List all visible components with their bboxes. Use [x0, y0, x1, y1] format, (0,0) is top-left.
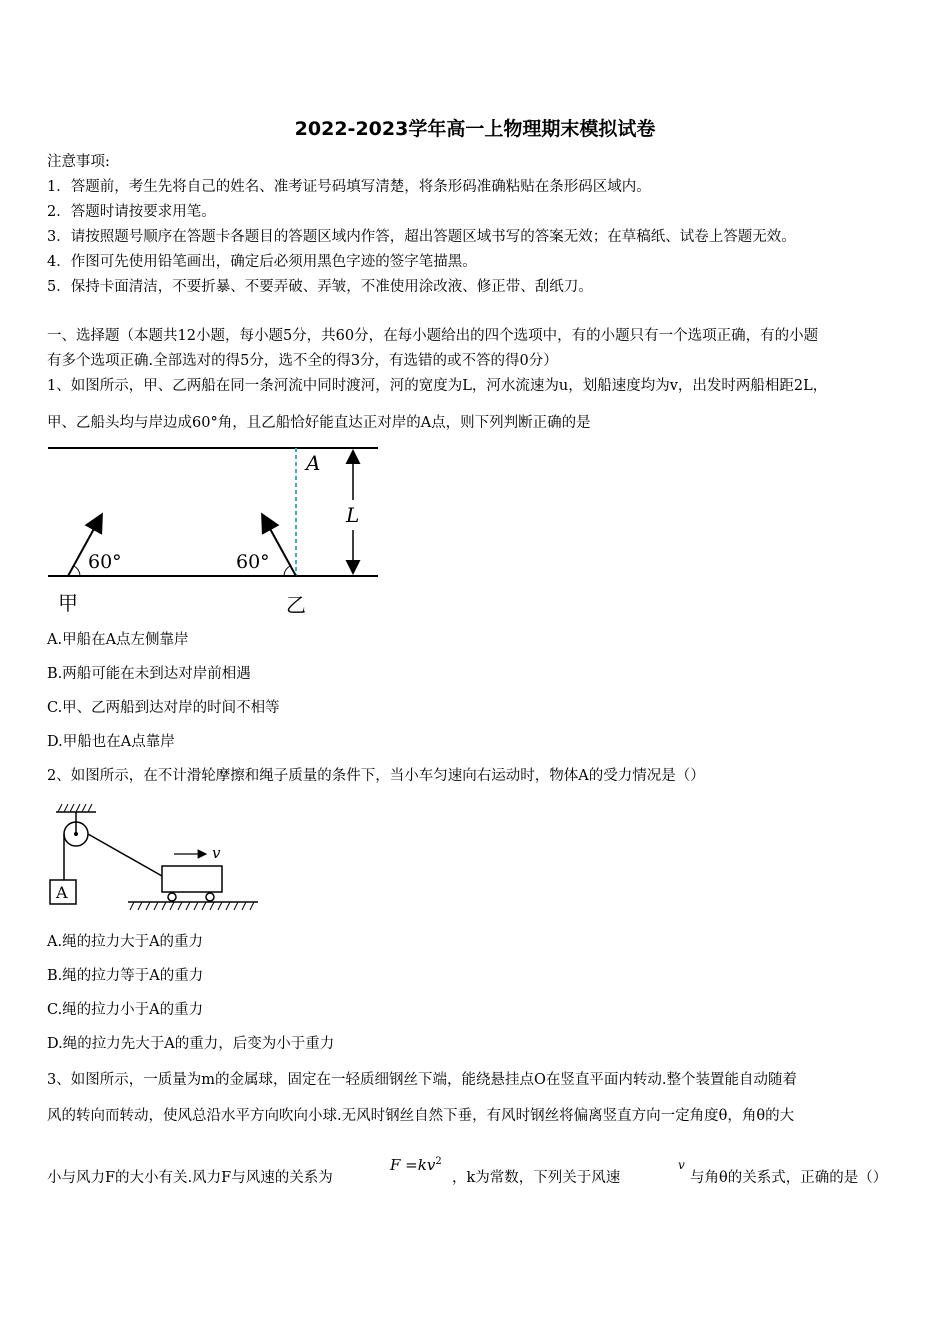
jia-angle-arc [74, 566, 80, 576]
page-title: 2022-2023学年高一上物理期末模拟试卷 [294, 118, 656, 140]
notice-item-2: 2．答题时请按要求用笔。 [47, 204, 216, 220]
q1-option-c: C.甲、乙两船到达对岸的时间不相等 [47, 700, 280, 716]
q3-stem-line-3b: ，k为常数，下列关于风速 [452, 1170, 621, 1186]
angle-right-label: 60° [236, 551, 270, 573]
notice-item-4: 4．作图可先使用铅笔画出，确定后必须用黑色字迹的签字笔描黑。 [47, 254, 477, 270]
q3-stem-line-1: 3、如图所示，一质量为m的金属球，固定在一轻质细钢丝下端，能绕悬挂点O在竖直平面内转动.整个装置能自动随着 [47, 1072, 797, 1088]
cart-wheel-left [168, 893, 176, 901]
block-a-label: A [56, 883, 68, 902]
notice-item-5: 5．保持卡面清洁，不要折暴、不要弄破、弄皱，不准使用涂改液、修正带、刮纸刀。 [47, 279, 593, 295]
q3-stem-line-3c: 与角θ的关系式，正确的是（） [690, 1170, 888, 1186]
notice-item-1: 1．答题前，考生先将自己的姓名、准考证号码填写清楚，将条形码准确粘贴在条形码区域内。 [47, 179, 651, 195]
point-a-label: A [306, 451, 321, 475]
speed-symbol: v [678, 1158, 685, 1172]
formula-main: F =kv [390, 1156, 436, 1174]
boat-jia-label: 甲 [58, 591, 78, 615]
q1-river-figure [44, 440, 384, 620]
formula-exponent: 2 [435, 1156, 442, 1167]
notice-heading: 注意事项: [47, 154, 110, 170]
q3-stem-line-2: 风的转向而转动，使风总沿水平方向吹向小球.无风时钢丝自然下垂，有风时钢丝将偏离竖直方向一定角度θ，角θ的大 [47, 1108, 795, 1124]
rope-to-cart [88, 834, 162, 876]
cart-wheel-right [206, 893, 214, 901]
q2-pulley-figure [44, 796, 264, 916]
q2-option-c: C.绳的拉力小于A的重力 [47, 1002, 204, 1018]
q3-stem-line-3a: 小与风力F的大小有关.风力F与风速的关系为 [47, 1170, 333, 1186]
q1-option-b: B.两船可能在未到达对岸前相遇 [47, 666, 251, 682]
yi-angle-arc [284, 566, 290, 576]
q2-option-d: D.绳的拉力先大于A的重力，后变为小于重力 [47, 1036, 335, 1052]
cart-body [162, 866, 222, 892]
section-intro-line-2: 有多个选项正确.全部选对的得5分，选不全的得3分，有选错的或不答的得0分） [47, 353, 558, 369]
boat-yi-label: 乙 [286, 593, 306, 617]
q2-option-b: B.绳的拉力等于A的重力 [47, 968, 204, 984]
velocity-label: v [212, 844, 221, 862]
q1-option-d: D.甲船也在A点靠岸 [47, 734, 175, 750]
pulley-axle [74, 832, 78, 836]
wind-force-formula [390, 1156, 442, 1174]
q1-stem-line-1: 1、如图所示，甲、乙两船在同一条河流中同时渡河，河的宽度为L，河水流速为u，划船速度均为v，出发时两船相距2L， [47, 378, 828, 394]
ceiling-hatch [58, 804, 92, 812]
width-l-label: L [346, 503, 360, 527]
section-intro-line-1: 一、选择题（本题共12小题，每小题5分，共60分，在每小题给出的四个选项中，有的小题只有一个选项正确，有的小题 [47, 328, 819, 344]
notice-item-3: 3．请按照题号顺序在答题卡各题目的答题区域内作答，超出答题区域书写的答案无效；在草稿纸、试卷上答题无效。 [47, 229, 796, 245]
angle-left-label: 60° [88, 551, 122, 573]
q2-stem: 2、如图所示，在不计滑轮摩擦和绳子质量的条件下，当小车匀速向右运动时，物体A的受力情况是（） [47, 768, 705, 784]
q2-option-a: A.绳的拉力大于A的重力 [47, 934, 204, 950]
q1-stem-line-2: 甲、乙船头均与岸边成60°角，且乙船恰好能直达正对岸的A点，则下列判断正确的是 [47, 415, 591, 431]
ground-hatch [130, 902, 254, 910]
q1-option-a: A.甲船在A点左侧靠岸 [47, 632, 189, 648]
